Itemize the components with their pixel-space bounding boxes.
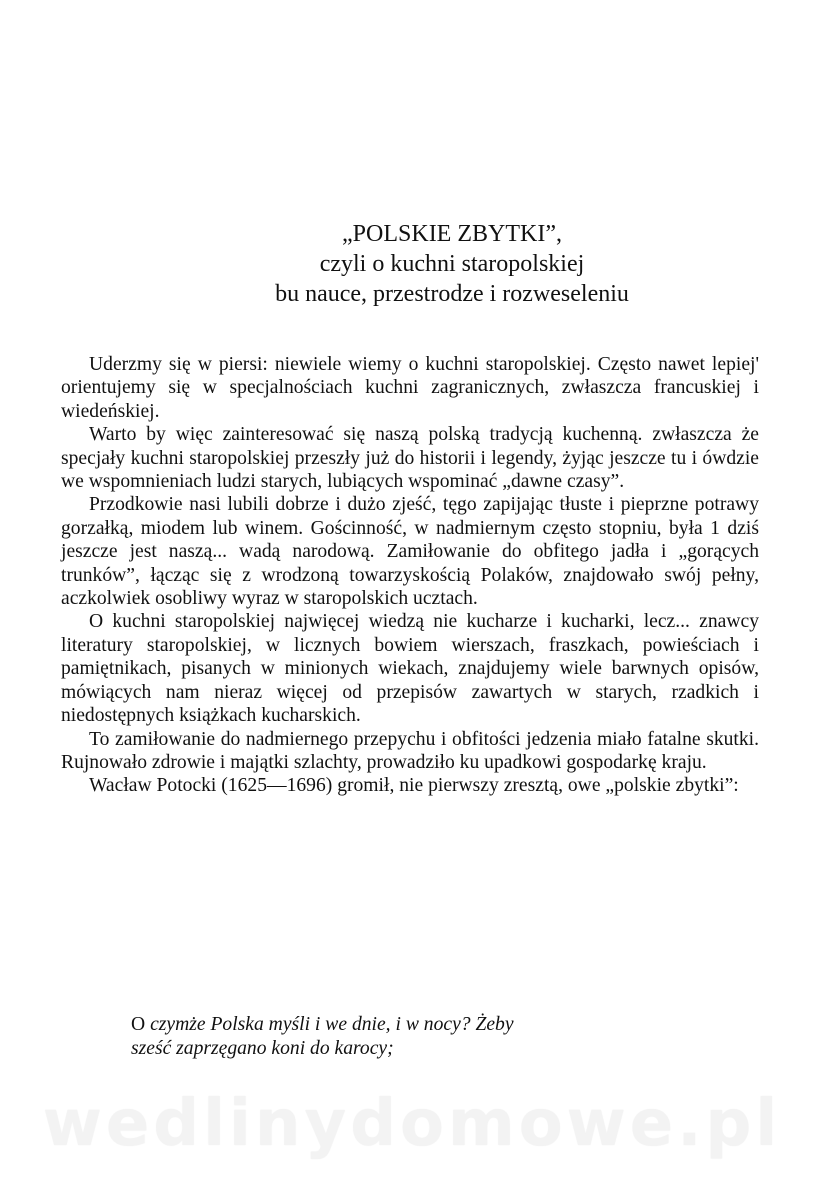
verse-line-1-text: czymże Polska myśli i we dnie, i w nocy? Żeby [150, 1014, 514, 1035]
title-line-2: czyli o kuchni staropolskiej [319, 251, 585, 277]
paragraph-6: Wacław Potocki (1625—1696) gromił, nie pierwszy zresztą, owe „polskie zbytki”: [89, 775, 739, 797]
paragraph-1: Uderzmy się w piersi: niewiele wiemy o kuchni staropolskiej. Często nawet lepiej' orientujemy się w specjalnościach kuchni zagranicznych, zwłaszcza francuskiej i wiedeńskiej. [61, 354, 759, 422]
title-line-1: „POLSKIE ZBYTKI”, [342, 221, 562, 247]
chapter-title [0, 219, 824, 309]
verse-line-1 [131, 1013, 651, 1037]
verse-line-1-prefix: O [131, 1014, 151, 1035]
verse-line-2: sześć zaprzęgano koni do karocy; [131, 1038, 394, 1059]
paragraph-2: Warto by więc zainteresować się naszą polską tradycją kuchenną. zwłaszcza że specjały kuchni staropolskiej przeszły już do historii i legendy, żyjąc jeszcze tu i ówdzie we wspomnieniach ludzi starych, lubiących wspominać „dawne czasy”. [61, 424, 759, 493]
title-line-3: bu nauce, przestrodze i rozweseleniu [275, 281, 629, 307]
body-text [61, 353, 759, 798]
paragraph-5: To zamiłowanie do nadmiernego przepychu i obfitości jedzenia miało fatalne skutki. Rujnowało zdrowie i majątki szlachty, prowadziło ku upadkowi gospodarkę kraju. [61, 728, 759, 773]
paragraph-4: O kuchni staropolskiej najwięcej wiedzą nie kucharze i kucharki, lecz... znawcy literatury staropolskiej, w licznych bowiem wierszach, fraszkach, powieściach i pamiętnikach, pisanych w minionych wiekach, znajdujemy wiele barwnych opisów, mówiących nam nieraz więcej od przepisów zawartych w starych, rzadkich i niedostępnych książkach kucharskich. [61, 611, 759, 727]
watermark: wedlinydomowe.pl [42, 1087, 782, 1161]
verse-quote [131, 1013, 651, 1061]
paragraph-3: Przodkowie nasi lubili dobrze i dużo zjeść, tęgo zapijając tłuste i pieprzne potrawy gorzałką, miodem lub winem. Gościnność, w nadmiernym często stopniu, była 1 dziś jeszcze jest naszą... wadą narodową. Zamiłowanie do obfitego jadła i „gorących trunków”, łącząc się z wrodzoną towarzyskością Polaków, znajdowało swój pełny, aczkolwiek osobliwy wyraz w staropolskich ucztach. [61, 494, 759, 610]
